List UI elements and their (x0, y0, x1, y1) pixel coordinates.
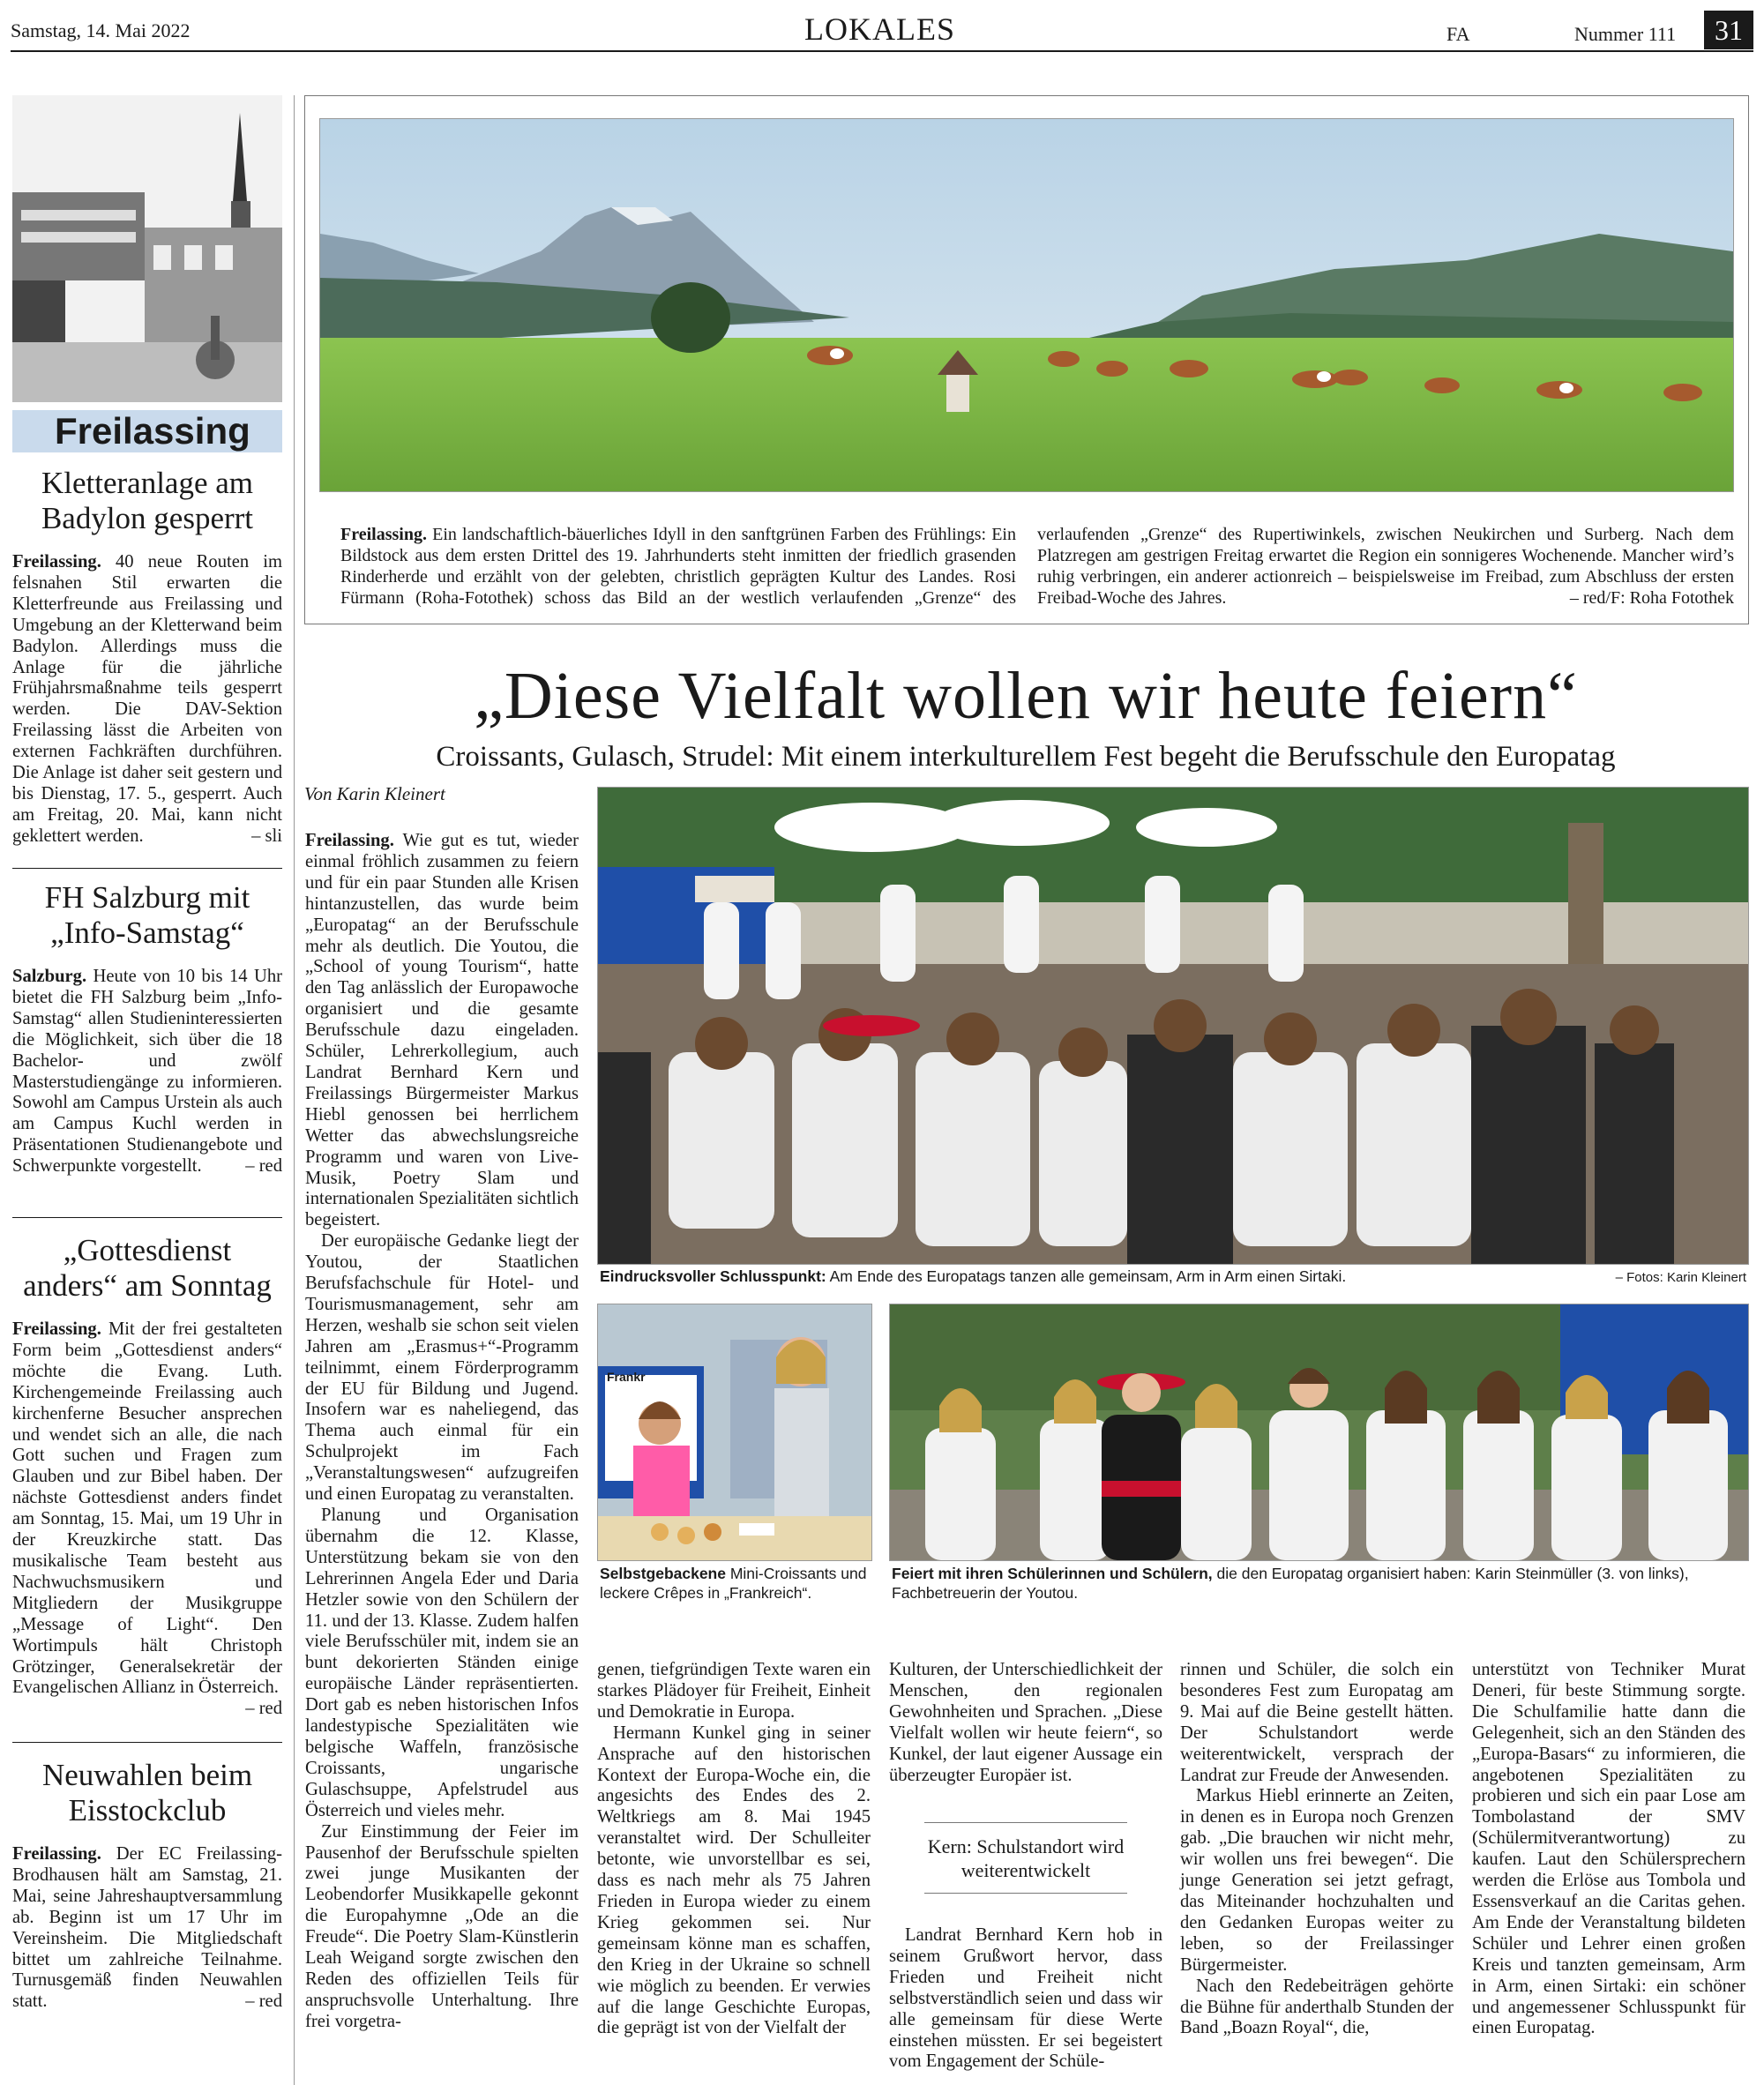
dance-caption-bold: Eindrucksvoller Schlusspunkt: (600, 1267, 826, 1285)
article-column-3b (889, 1925, 1162, 2073)
sidebar-headline: Neuwahlen beim Eisstockclub (41, 1758, 253, 1827)
sidebar-headline: FH Salzburg mit „Info-Samstag“ (44, 880, 250, 950)
article-headline: „Diese Vielfalt wollen wir heute feiern“ (474, 659, 1578, 733)
landscape-caption-col-1 (340, 524, 1016, 609)
subhead-rule-bottom (924, 1893, 1127, 1894)
dance-caption-text: Am Ende des Europatags tanzen alle gemeinsam, Arm in Arm einen Sirtaki. (826, 1267, 1347, 1285)
crepes-caption (600, 1564, 870, 1603)
subhead-rule-top (924, 1822, 1127, 1823)
frankreich-sign: Frankr (607, 1370, 646, 1384)
group-caption-bold: Feiert mit ihren Schülerinnen und Schülern, (892, 1565, 1213, 1582)
paragraph: Landrat Bernhard Kern hob in seinem Grußwort hervor, dass Frieden und Freiheit nicht selbstverständlich seien und dass wir alle gemeinsam für diese Werte einstehen müssten. Er sei begeistert vom Engagement der Schüle- (889, 1925, 1162, 2072)
sidebar-body: Freilassing. Der EC Freilassing-Brodhausen hält am Samstag, 21. Mai, seine Jahreshauptversammlung ab. Beginn ist um 17 Uhr im Vereinsheim. Die Mitgliedschaft bittet um zahlreiche Teilnahme. Turnusgemäß finden Neuwahlen statt. – red (12, 1844, 282, 2012)
header-issue: Nummer 111 (1574, 23, 1677, 45)
landscape-caption-sign: – red/F: Roha Fotothek (1569, 588, 1734, 608)
paragraph: Kulturen, der Unterschiedlichkeit der Menschen, den regionalen Gewohnheiten und Sprachen. „Diese Vielfalt wollen wir heute feiern“, so Kunkel, der laut eigener Aussage ein überzeugter Europäer ist. (889, 1660, 1162, 1785)
sidebar-body: Freilassing. Mit der frei gestalteten Form beim „Gottesdienst anders“ möchte die Evang. Luth. Kirchengemeinde Freilassing auch kirchenferne Besucher ansprechen und wendet sich an alle, die nach Gott suchen und Fragen zum Glauben und zur Bibel haben. Der nächste Gottesdienst anders findet am Sonntag, 15. Mai, um 19 Uhr in der Kreuzkirche statt. Das musikalische Team besteht aus Nachwuchsmusikern und Mitgliedern der Musikgruppe „Message of Light“. Den Wortimpuls hält Christoph Grötzinger, Generalsekretär der Evangelischen Allianz in Österreich. – red (12, 1319, 282, 1719)
group-caption (892, 1564, 1745, 1603)
landscape-caption-place: Freilassing. (340, 525, 427, 544)
sidebar-divider (12, 868, 282, 869)
sidebar-divider (12, 1742, 282, 1743)
dance-photo (597, 787, 1749, 1265)
sidebar-town-label (12, 410, 282, 452)
sidebar-article-3 (12, 1233, 282, 1720)
paragraph: Zur Einstimmung der Feier im Pausenhof der Berufsschule spielten zwei junge Musikanten der Leobendorfer Musikkapelle gekonnt die Europahymne „Ode an die Freude“. Die Poetry Slam-Künstlerin Leah Weigand sorgte zwischen den Reden des offiziellen Teils für anspruchsvolle Unterhaltung. Ihre frei vorgetra- (305, 1821, 579, 2031)
group-photo (889, 1304, 1749, 1561)
landscape-caption-col-2 (1037, 524, 1734, 609)
header-section: LOKALES (804, 11, 955, 47)
paragraph: Markus Hiebl erinnerte an Zeiten, in denen es in Europa noch Grenzen gab. „Die brauchen wir nicht mehr, wir wollen uns frei bewegen“. Die junge Generation sei jetzt gefragt, das Miteinander hochzuhalten und den Gedanken Europas weiter zu leben, so der Freilassinger Bürgermeister. (1180, 1786, 1454, 1975)
article-column-5 (1472, 1660, 1745, 2039)
article-subhead: Kern: Schulstandort wird weiterentwickelt (927, 1835, 1125, 1881)
article-column-1 (305, 831, 579, 2033)
sidebar-headline: Kletteranlage am Badylon gesperrt (41, 466, 254, 535)
paragraph: Nach den Redebeiträgen gehörte die Bühne für anderthalb Stunden der Band „Boazn Royal“, die, (1180, 1976, 1454, 2038)
header-date: Samstag, 14. Mai 2022 (11, 19, 191, 41)
paragraph: Hermann Kunkel ging in seiner Ansprache auf den historischen Kontext der Europa-Woche ein, die angesichts des Endes des 2. Weltkriegs am 8. Mai 1945 veranstaltet wird. Der Schulleiter betonte, wie unvorstellbar es sei, dass es nach mehr als 75 Jahren Frieden in Europa wieder zu einem Krieg gekommen sei. Nur gemeinsam könne man es schaffen, den Krieg in der Ukraine so schnell wie möglich zu beenden. Er verwies auf die lange Geschichte Europas, die geprägt ist von der Vielfalt der (597, 1723, 871, 2038)
article-column-2 (597, 1660, 871, 2039)
article-column-3 (889, 1660, 1162, 1786)
landscape-photo (319, 118, 1734, 492)
crepes-caption-text: Mini-Croissants und leckere Crêpes in „Frankreich“. (600, 1565, 867, 1602)
paragraph: Planung und Organisation übernahm die 12. Klasse, Unterstützung bekam sie von den Lehrerinnen Angela Eder und Daria Hetzler sowie von den Schülern der 11. und der 13. Klasse. Zudem halfen viele Berufsschüler mit, indem sie an bunt dekorierten Ständen einige europäische Länder repräsentierten. Dort gab es neben historischen Infos landestypische Spezialitäten wie belgische Waffeln, französische Croissants, ungarische Gulaschsuppe, Apfelstrudel aus Österreich und vieles mehr. (305, 1506, 579, 1820)
header-source: FA (1446, 23, 1470, 45)
group-caption-text: die den Europatag organisiert haben: Karin Steinmüller (3. von links), Fachbetreuerin der Youtou. (892, 1565, 1689, 1602)
town-photo (12, 95, 282, 402)
paragraph: unterstützt von Techniker Murat Deneri, für beste Stimmung sorgte. Die Schulfamilie hatte dann die Gelegenheit, sich an den Ständen des „Europa-Basars“ zu informieren, die angebotenen Spezialitäten zu probieren und sich ein paar Lose am Tombolastand der SMV (Schülermitverantwortung) zu kaufen. Laut den Schülersprechern werden die Erlöse aus Tombola und Essensverkauf an die Caritas gehen. Am Ende der Veranstaltung bildeten Schüler und Lehrer einen großen Kreis und tanzten gemeinsam, Arm in Arm, einen Sirtaki: ein schöner und angemessener Schlusspunkt für einen Europatag. (1472, 1660, 1745, 2038)
article-column-4 (1180, 1660, 1454, 2039)
sidebar-body: Salzburg. Heute von 10 bis 14 Uhr bietet die FH Salzburg beim „Info-Samstag“ allen Studieninteressierten die Möglichkeit, sich über die 18 Bachelor- und zwölf Masterstudiengänge zu informieren. Sowohl am Campus Urstein als auch am Campus Kuchl werden in Präsentationen Studienangebote und Schwerpunkte vorgestellt. – red (12, 967, 282, 1177)
photo-credit: – Fotos: Karin Kleinert (1615, 1270, 1746, 1285)
page-header (11, 11, 1753, 49)
paragraph: rinnen und Schüler, die solch ein besonderes Fest zum Europatag am 9. Mai auf die Beine gestellt hätten. Der Schulstandort werde weiterentwickelt, versprach der Landrat zur Freude der Anwesenden. (1180, 1660, 1454, 1785)
sidebar-article-1 (12, 466, 282, 848)
paragraph: Freilassing. Wie gut es tut, wieder einmal fröhlich zusammen zu feiern und für ein paar Stunden alle Krisen hintanzustellen, das wurde beim „Europatag“ an der Berufsschule mehr als deutlich. Die Youtou, die „School of young Tourism“, hatte den Tag anlässlich der Europawoche organisiert und die gesamte Berufsschule dazu eingeladen. Schüler, Lehrerkollegium, auch Landrat Bernhard Kern und Freilassings Bürgermeister Markus Hiebl genossen bei herrlichem Wetter das abwechslungsreiche Programm und waren von Live-Musik, Poetry Slam und internationalen Spezialitäten sichtlich begeistert. (305, 831, 579, 1230)
paragraph: genen, tiefgründigen Texte waren ein starkes Plädoyer für Freiheit, Einheit und Demokratie in Europa. (597, 1660, 871, 1722)
sidebar-column-rule (294, 95, 295, 2085)
crepes-photo (597, 1304, 872, 1561)
sidebar-town-label-text: Freilassing (55, 410, 250, 452)
sidebar-article-2 (12, 880, 282, 1177)
sidebar-divider (12, 1217, 282, 1218)
article-byline: Von Karin Kleinert (304, 783, 445, 804)
dance-caption (600, 1267, 1482, 1286)
sidebar-headline: „Gottesdienst anders“ am Sonntag (23, 1233, 272, 1303)
paragraph: Der europäische Gedanke liegt der Youtou, der Staatlichen Berufsfachschule für Hotel- und Tourismusmanagement, sehr am Herzen, weshalb sie schon seit vielen Jahren am „Erasmus+“-Programm teilnimmt, einem Förderprogramm der EU für Bildung und Jugend. Insofern war es naheliegend, das Thema auch einmal für ein Schulprojekt im Fach „Veranstaltungswesen“ aufzugreifen und einen Europatag zu veranstalten. (305, 1231, 579, 1505)
sidebar-article-4 (12, 1758, 282, 2013)
page-number: 31 (1704, 11, 1753, 49)
sidebar-body: Freilassing. 40 neue Routen im felsnahen Stil erwarten die Kletterfreunde aus Freilassing und Umgebung an der Kletterwand beim Badylon. Allerdings muss die Anlage für die jährliche Frühjahrsmaßnahme teils gesperrt werden. Die DAV-Sektion Freilassing lässt die Arbeiten von externen Fachkräften durchführen. Die Anlage ist daher seit gestern und bis Dienstag, 17. 5., gesperrt. Auch am Freitag, 20. Mai, kann nicht geklettert werden. – sli (12, 552, 282, 846)
header-rule (11, 50, 1753, 52)
landscape-caption-text: Ein landschaftlich-bäuerliches Idyll in den sanftgrünen Farben des Frühlings: Ein Bildstock aus dem ersten Drittel des 19. Jahrhunderts steht inmitten der friedlich grasenden Rinderherde und erzählt von der gelebten, christlich geprägten Kultur des Landes. Rosi Fürmann (Roha-Fotothek) schoss das Bild an der westlich verlaufenden „Grenze“ des (340, 525, 1016, 608)
article-subheadline: Croissants, Gulasch, Strudel: Mit einem interkulturellem Fest begeht die Berufsschule den Europatag (436, 741, 1616, 773)
crepes-caption-bold: Selbstgebackene (600, 1565, 726, 1582)
landscape-caption-continued: verlaufenden „Grenze“ des Rupertiwinkels, zwischen Neukirchen und Surberg. Nach dem Platzregen am gestrigen Freitag erwartet die Region ein sonnigeres Wochenende. Mancher wird’s ruhig verbringen, ein anderer actionreich – beispielsweise im Freibad, zum Abschluss der ersten Freibad-Woche des Jahres. – red/F: Roha Fotothek (1037, 525, 1734, 608)
